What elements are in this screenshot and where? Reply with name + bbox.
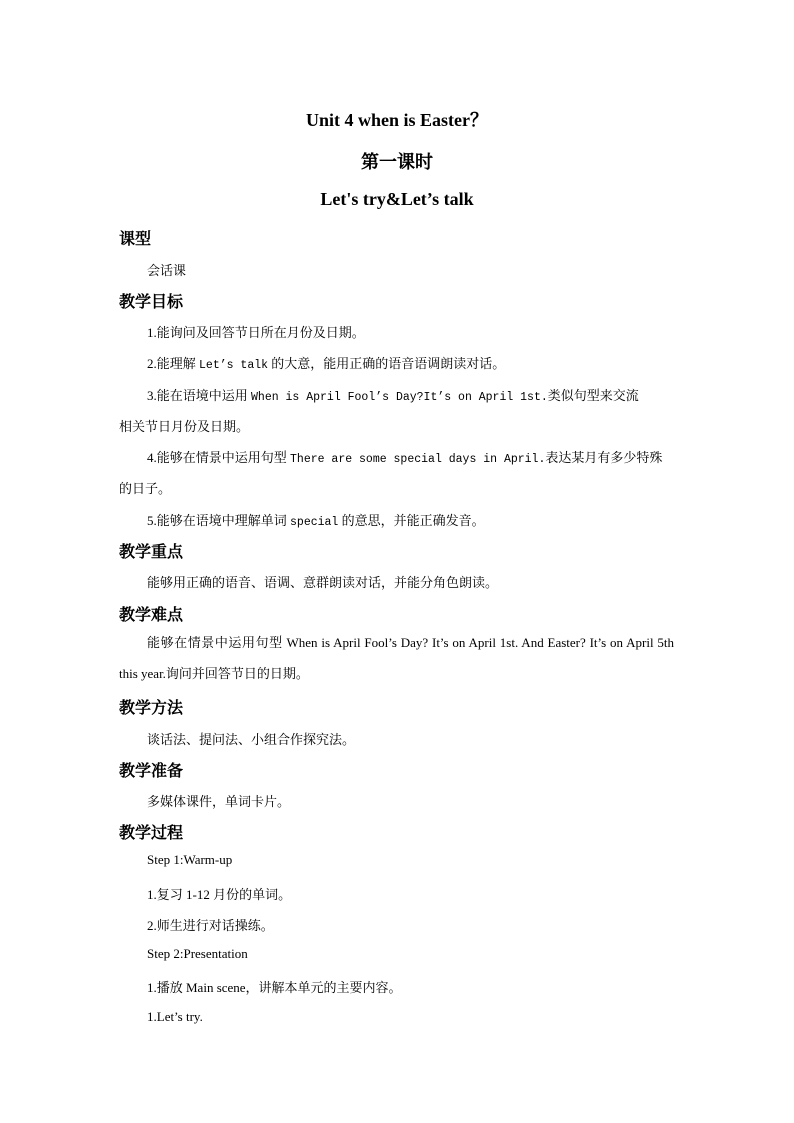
goal-3-continued: 相关节日月份及日期。: [119, 419, 250, 434]
goal-3: [147, 385, 639, 404]
step-2-item-2: 1.Let’s try.: [147, 1009, 203, 1024]
goal-2-code: Let’s talk: [199, 359, 269, 372]
goal-1: 1.能询问及回答节日所在月份及日期。: [147, 325, 365, 340]
step-1-title: Step 1:Warm-up: [147, 852, 233, 867]
heading-type: 课型: [119, 231, 152, 248]
heading-process: 教学过程: [119, 825, 184, 842]
key-points-text: 能够用正确的语音、语调、意群朗读对话，并能分角色朗读。: [147, 575, 499, 590]
goal-2-text-a: 2.能理解: [147, 356, 200, 371]
goal-3-text-a: 3.能在语境中运用: [147, 388, 252, 403]
step-2-item-1: 1.播放 Main scene，讲解本单元的主要内容。: [147, 980, 402, 995]
goal-4: [147, 447, 662, 466]
goal-4-code: There are some special days in April.: [290, 453, 546, 466]
heading-goals: 教学目标: [119, 294, 184, 311]
heading-methods: 教学方法: [119, 700, 184, 717]
preparation-text: 多媒体课件，单词卡片。: [147, 794, 291, 809]
type-text: 会话课: [147, 263, 187, 278]
goal-5-text-b: 的意思，并能正确发音。: [338, 513, 485, 528]
goal-4-continued: 的日子。: [119, 481, 172, 496]
step-1-item-1: 1.复习 1-12 月份的单词。: [147, 887, 292, 902]
step-2-title: Step 2:Presentation: [147, 946, 248, 961]
difficult-points-text: 能够在情景中运用句型 When is April Fool’s Day? It’s on April 1st. And Easter? It’s on April 5th this year.询问并回答节日的日期。: [119, 635, 674, 681]
goal-3-code: When is April Fool’s Day?It’s on April 1st.: [251, 391, 548, 404]
goal-2: [147, 353, 505, 372]
lesson-title: 第一课时: [361, 152, 433, 172]
heading-key-points: 教学重点: [119, 544, 184, 561]
goal-5: [147, 510, 485, 529]
lesson-subtitle: Let's try&Let’s talk: [320, 189, 474, 209]
step-1-item-2: 2.师生进行对话操练。: [147, 918, 274, 933]
goal-5-text-a: 5.能够在语境中理解单词: [147, 513, 291, 528]
goal-2-text-b: 的大意，能用正确的语音语调朗读对话。: [268, 356, 506, 371]
heading-difficult-points: 教学难点: [119, 607, 184, 624]
goal-5-code: special: [290, 516, 339, 529]
heading-preparation: 教学准备: [119, 763, 184, 780]
goal-4-text-a: 4.能够在情景中运用句型: [147, 450, 291, 465]
goal-4-text-b: 表达某月有多少特殊: [545, 450, 663, 465]
unit-title: Unit 4 when is Easter？: [305, 110, 488, 130]
methods-text: 谈话法、提问法、小组合作探究法。: [147, 732, 356, 747]
goal-3-text-b: 类似句型来交流: [547, 388, 639, 403]
